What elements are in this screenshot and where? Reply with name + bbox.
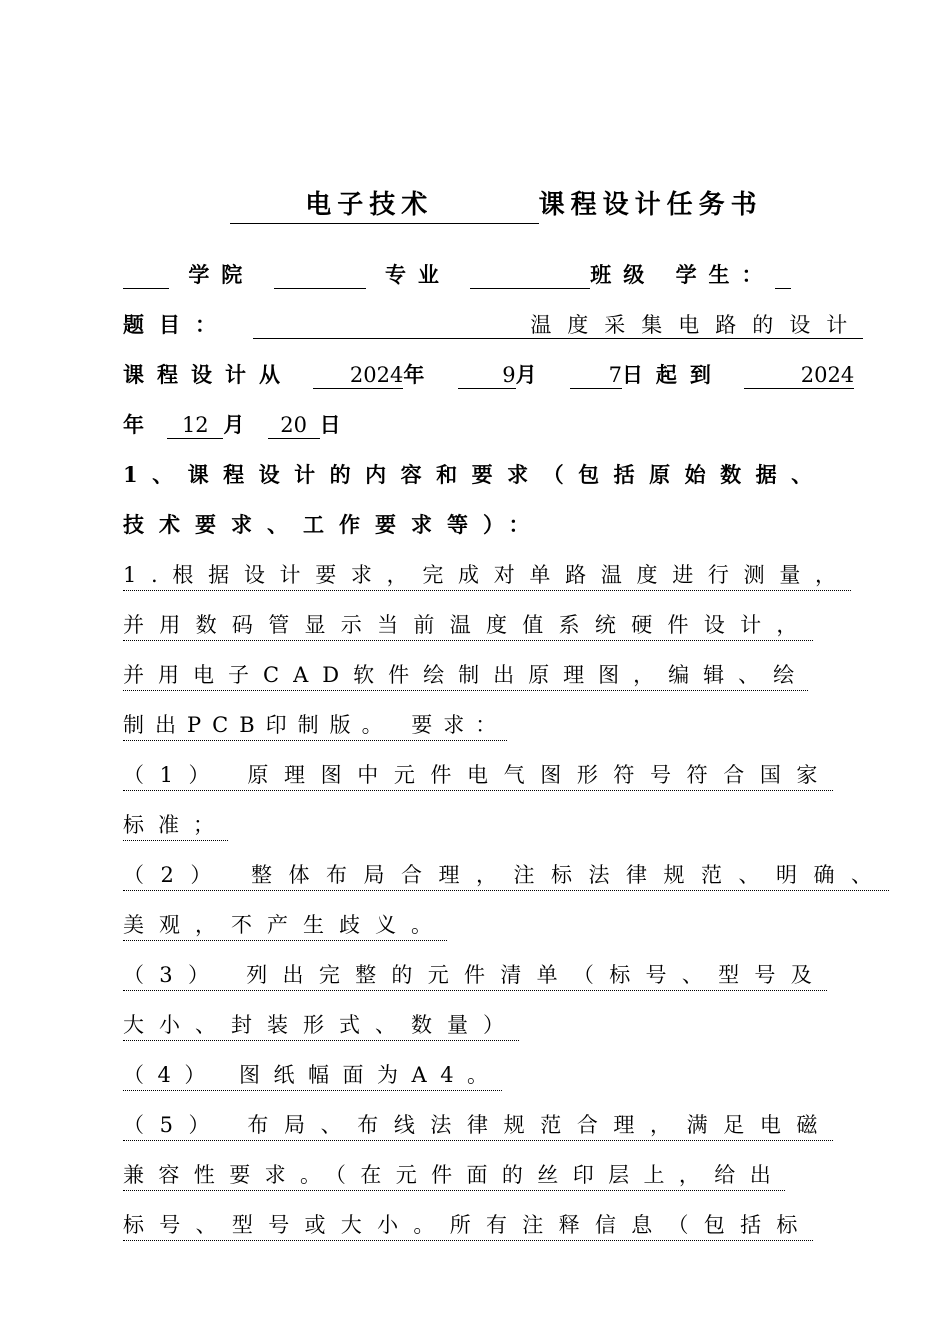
title-subject: 电子技术 [305, 190, 434, 220]
start-year: 2024 [313, 362, 403, 389]
info-row-topic [123, 312, 863, 339]
body-line: 标准； [123, 812, 228, 841]
end-month-char: 月 [223, 412, 253, 437]
class-label: 班级 [590, 262, 657, 287]
college-blank [123, 262, 169, 289]
start-day: 7 [570, 362, 622, 389]
body-line: 标号、型号或大小。所有注释信息（包括标 [123, 1212, 813, 1241]
student-label: 学生： [675, 262, 775, 287]
info-row-end-date [123, 412, 349, 439]
start-month-char: 月 [515, 362, 550, 387]
info-row-college [123, 262, 791, 289]
college-label: 学院 [188, 262, 255, 287]
end-year-char: 年 [123, 412, 152, 437]
body-line: 美观，不产生歧义。 [123, 912, 447, 941]
topic-label: 题目： [123, 312, 231, 337]
document-title [230, 184, 763, 224]
end-month: 12 [167, 412, 223, 439]
class-blank [470, 262, 590, 289]
info-row-period [123, 362, 854, 389]
end-day: 20 [268, 412, 320, 439]
body-line: 大小、封装形式、数量） [123, 1012, 519, 1041]
body-line: 并用电子CAD软件绘制出原理图，编辑、绘 [123, 662, 808, 691]
title-suffix: 课程设计任务书 [538, 190, 763, 220]
body-line: （4） 图纸幅面为A4。 [123, 1062, 502, 1091]
day-start-label: 日起到 [621, 362, 724, 387]
student-blank [775, 262, 791, 289]
body-line: （3） 列出完整的元件清单（标号、型号及 [123, 962, 827, 991]
topic-value: 温度采集电路的设计 [253, 312, 863, 339]
body-line: （5） 布局、布线法律规范合理，满足电磁 [123, 1112, 833, 1141]
title-subject-blank [230, 184, 539, 224]
body-line: 并用数码管显示当前温度值系统硬件设计， [123, 612, 813, 641]
body-line: 制出PCB印制版。 要求： [123, 712, 507, 741]
start-month: 9 [458, 362, 516, 389]
period-from-label: 课程设计从 [123, 362, 293, 387]
major-label: 专业 [384, 262, 451, 287]
body-line: （1） 原理图中元件电气图形符号符合国家 [123, 762, 833, 791]
section1-heading-line2: 技术要求、工作要求等）： [123, 512, 545, 537]
major-blank [274, 262, 366, 289]
body-line: （2） 整体布局合理，注标法律规范、明确、 [123, 862, 889, 891]
end-year: 2024 [744, 362, 854, 389]
end-day-char: 日 [319, 412, 349, 437]
body-line: 1.根据设计要求，完成对单路温度进行测量， [123, 562, 851, 591]
section1-heading-line1: 1、课程设计的内容和要求（包括原始数据、 [123, 462, 827, 487]
start-year-char: 年 [403, 362, 438, 387]
body-line: 兼容性要求。（在元件面的丝印层上，给出 [123, 1162, 785, 1191]
